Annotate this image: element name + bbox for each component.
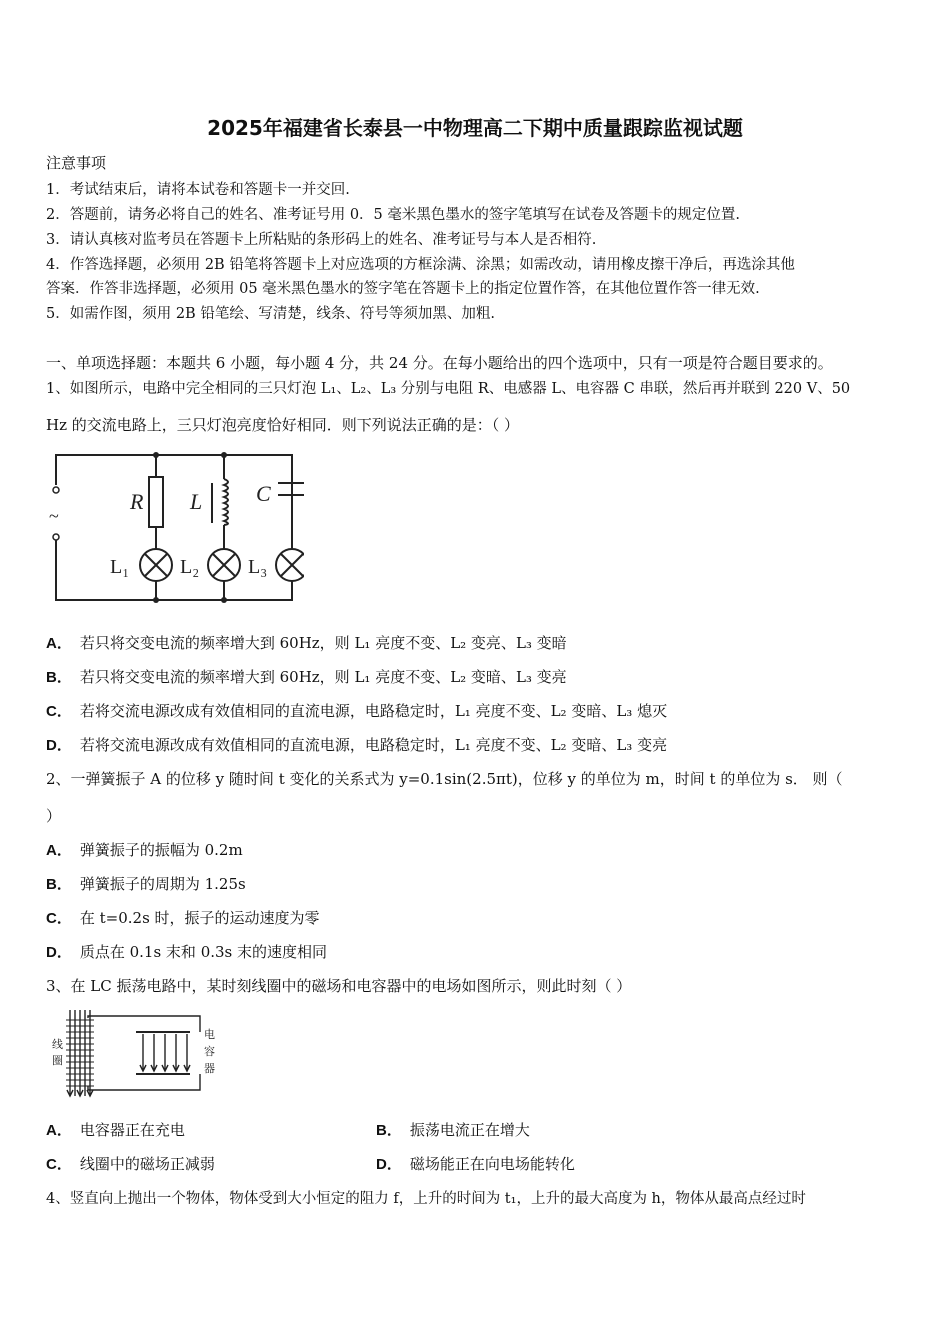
option-key: A． <box>46 635 72 652</box>
q2-option-c[interactable] <box>46 907 320 928</box>
option-text: 若只将交变电流的频率增大到 60Hz，则 L₁ 亮度不变、L₂ 变暗、L₃ 变亮 <box>79 668 567 686</box>
q3-cap-label: 容 <box>204 1045 215 1058</box>
q1-stem-line1: 1、如图所示，电路中完全相同的三只灯泡 L₁、L₂、L₃ 分别与电阻 R、电感器 L、电容器 C 串联，然后再并联到 220 V、50 <box>46 381 851 397</box>
q1-circuit-figure <box>44 445 304 610</box>
notice-item: 1．考试结束后，请将本试卷和答题卡一并交回. <box>46 182 350 198</box>
q3-option-d[interactable] <box>376 1153 575 1174</box>
q2-stem-line1: 2、一弹簧振子 A 的位移 y 随时间 t 变化的关系式为 y=0.1sin(2.5πt)，位移 y 的单位为 m，时间 t 的单位为 s． 则（ <box>46 770 843 788</box>
notice-item: 3．请认真核对监考员在答题卡上所粘贴的条形码上的姓名、准考证号与本人是否相符. <box>46 232 597 248</box>
page-title: 2025年福建省长泰县一中物理高二下期中质量跟踪监视试题 <box>207 116 743 140</box>
q2-option-d[interactable] <box>46 941 327 962</box>
option-text: 若将交流电源改成有效值相同的直流电源，电路稳定时，L₁ 亮度不变、L₂ 变暗、L₃ 变亮 <box>79 736 668 754</box>
option-key: D． <box>46 944 72 961</box>
option-key: C． <box>46 703 72 720</box>
option-text: 弹簧振子的振幅为 0.2m <box>79 841 243 859</box>
option-text: 电容器正在充电 <box>79 1121 185 1139</box>
notice-item: 4．作答选择题，必须用 2B 铅笔将答题卡上对应选项的方框涂满、涂黑；如需改动，请用橡皮擦干净后，再选涂其他 <box>46 257 795 273</box>
q3-cap-label: 器 <box>204 1062 215 1075</box>
option-key: D． <box>46 737 72 754</box>
option-key: C． <box>46 910 72 927</box>
option-key: A． <box>46 1122 72 1139</box>
q2-option-a[interactable] <box>46 839 243 860</box>
q1-option-c[interactable] <box>46 700 667 721</box>
notice-item: 答案．作答非选择题，必须用 05 毫米黑色墨水的签字笔在答题卡上的指定位置作答，在其他位置作答一律无效. <box>46 281 760 297</box>
q1-stem-line2: Hz 的交流电路上，三只灯泡亮度恰好相同．则下列说法正确的是：（ ） <box>46 416 520 434</box>
option-key: D． <box>376 1156 402 1173</box>
q1-resistor-label: R <box>130 489 144 514</box>
option-text: 若将交流电源改成有效值相同的直流电源，电路稳定时，L₁ 亮度不变、L₂ 变暗、L₃ 熄灭 <box>79 702 668 720</box>
option-key: B． <box>46 876 72 893</box>
q3-coil-label: 圈 <box>52 1054 63 1067</box>
option-key: B． <box>376 1122 402 1139</box>
notice-item: 2．答题前，请务必将自己的姓名、准考证号用 0．5 毫米黑色墨水的签字笔填写在试卷及答题卡的规定位置. <box>46 207 740 223</box>
option-key: A． <box>46 842 72 859</box>
option-text: 弹簧振子的周期为 1.25s <box>79 875 246 893</box>
q1-source-label: ~ <box>49 506 59 526</box>
q1-option-b[interactable] <box>46 666 567 687</box>
q1-lamp-label: L₃ <box>248 556 268 578</box>
q3-stem: 3、在 LC 振荡电路中，某时刻线圈中的磁场和电容器中的电场如图所示，则此时刻（ ） <box>46 977 632 995</box>
q3-option-c[interactable] <box>46 1153 215 1174</box>
q1-option-d[interactable] <box>46 734 667 755</box>
q3-cap-label: 电 <box>204 1028 215 1041</box>
q3-option-a[interactable] <box>46 1119 185 1140</box>
section-heading: 一、单项选择题：本题共 6 小题，每小题 4 分，共 24 分。在每小题给出的四个选项中，只有一项是符合题目要求的。 <box>46 354 833 372</box>
q3-lc-figure <box>50 1006 220 1100</box>
q4-stem: 4、竖直向上抛出一个物体，物体受到大小恒定的阻力 f，上升的时间为 t₁，上升的最大高度为 h，物体从最高点经过时 <box>46 1191 806 1207</box>
option-key: B． <box>46 669 72 686</box>
notice-heading: 注意事项 <box>46 154 107 172</box>
option-text: 在 t=0.2s 时，振子的运动速度为零 <box>79 909 320 927</box>
q2-option-b[interactable] <box>46 873 246 894</box>
q1-lamp-label: L₁ <box>110 556 130 578</box>
q1-lamp-label: L₂ <box>180 556 200 578</box>
q1-inductor-label: L <box>190 489 203 514</box>
option-text: 磁场能正在向电场能转化 <box>409 1155 575 1173</box>
option-text: 振荡电流正在增大 <box>409 1121 530 1139</box>
q1-option-a[interactable] <box>46 632 567 653</box>
option-text: 线圈中的磁场正减弱 <box>79 1155 215 1173</box>
option-text: 若只将交变电流的频率增大到 60Hz，则 L₁ 亮度不变、L₂ 变亮、L₃ 变暗 <box>79 634 567 652</box>
option-key: C． <box>46 1156 72 1173</box>
q3-coil-label: 线 <box>52 1038 63 1051</box>
q3-option-b[interactable] <box>376 1119 530 1140</box>
option-text: 质点在 0.1s 末和 0.3s 末的速度相同 <box>79 943 328 961</box>
notice-item: 5．如需作图，须用 2B 铅笔绘、写清楚，线条、符号等须加黑、加粗. <box>46 306 495 322</box>
q1-capacitor-label: C <box>256 481 271 506</box>
q2-stem-line2: ） <box>46 807 62 825</box>
